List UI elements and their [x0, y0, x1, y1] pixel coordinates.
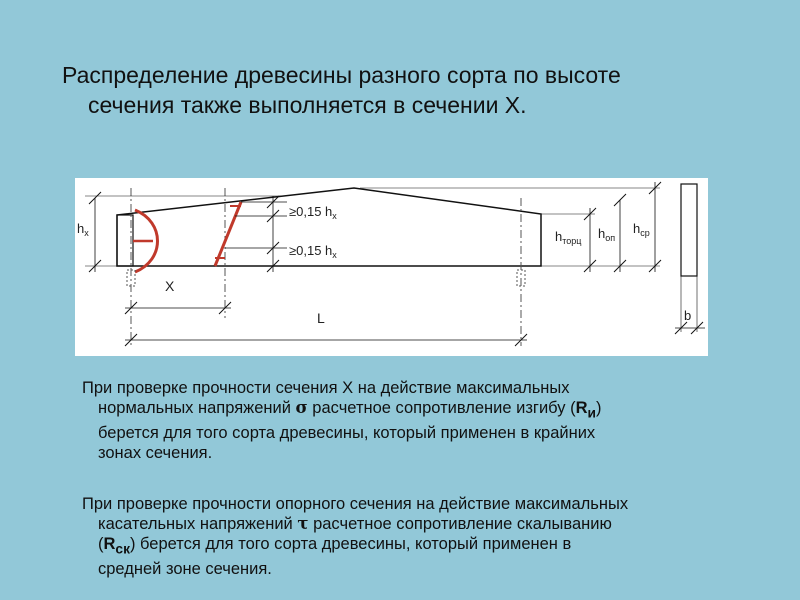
dim-bottom-label: ≥0,15 $h_x$: [289, 243, 337, 260]
slide-title: [62, 60, 742, 120]
paragraph-bending: При проверке прочности сечения X на действие максимальных нормальных напряжений σ расчетное сопротивление изгибу $(R_и)$ берется для того сорта древесины, который применен в крайних зонах сечения.: [82, 379, 602, 463]
x-label: X: [165, 278, 175, 294]
paragraph-shear: При проверке прочности опорного сечения на действие максимальных касательных напряжений τ расчетное сопротивление скалыванию $(R_{ск})$ берется для того сорта древесины, который применен в средней зоне сечения.: [82, 495, 629, 579]
l-label: L: [317, 310, 325, 326]
cross-section-b: [681, 184, 697, 276]
tau-symbol: τ: [297, 514, 309, 533]
hx-label: $h_x$: [77, 221, 89, 238]
title-line-2: сечения также выполняется в сечении X.: [88, 92, 527, 118]
htorc-label: $h_{торц}$: [555, 229, 582, 246]
hop-label: $h_{оп}$: [598, 226, 616, 243]
beam-diagram: [75, 178, 708, 356]
beam-diagram-svg: [75, 178, 708, 356]
dim-top-label: ≥0,15 $h_x$: [289, 204, 337, 221]
title-line-1: Распределение древесины разного сорта по высоте: [62, 62, 621, 88]
section-x-stress-line: [215, 202, 241, 266]
sigma-symbol: σ: [295, 398, 308, 417]
b-label: b: [684, 308, 692, 323]
hsr-label: $h_{ср}$: [633, 221, 650, 238]
